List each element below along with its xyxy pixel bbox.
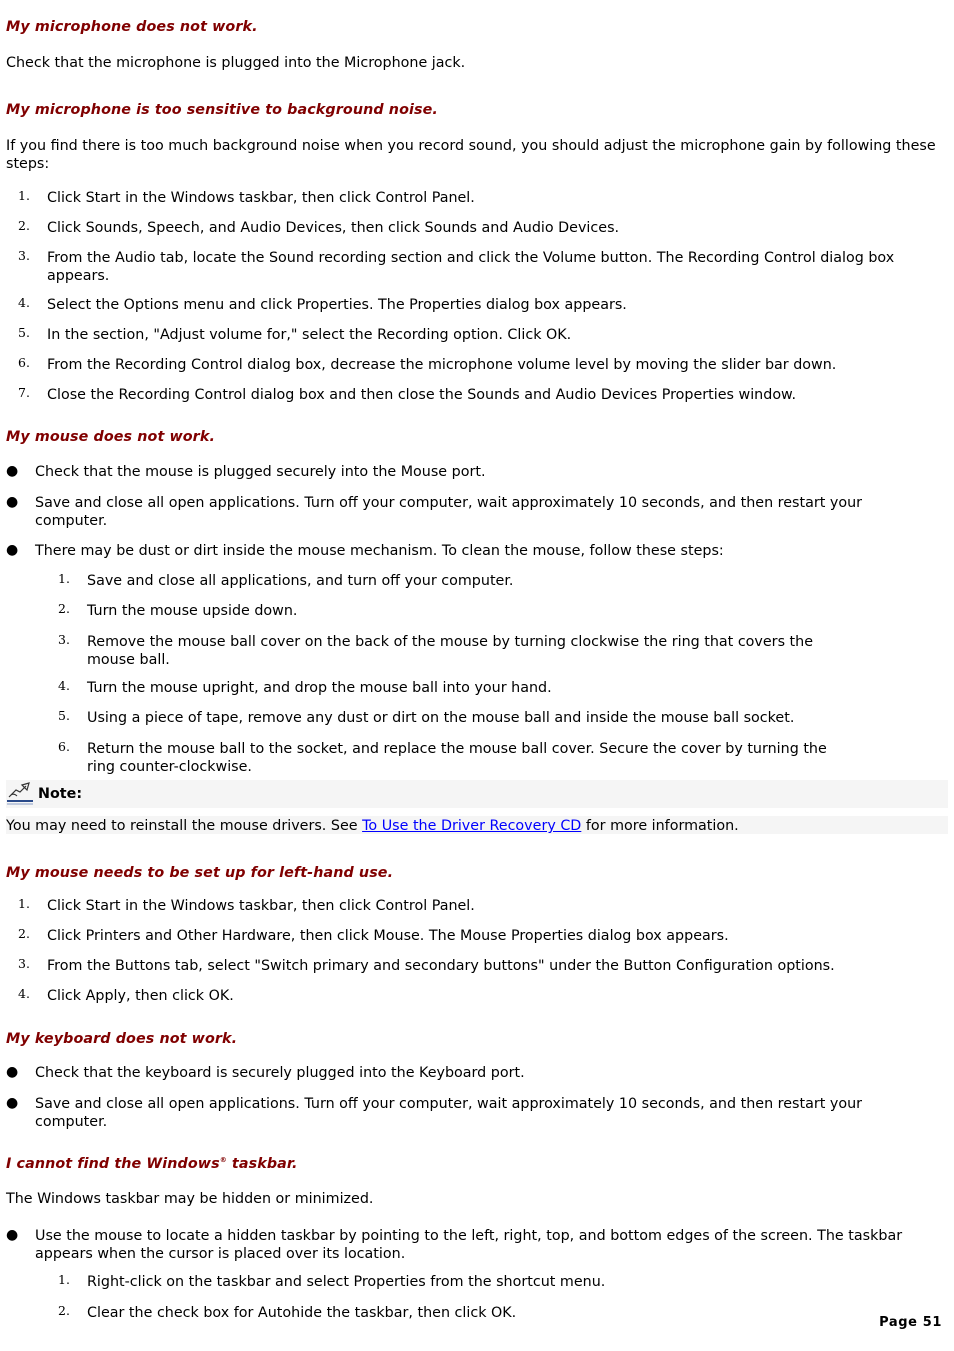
mic-check-text: Check that the microphone is plugged into the Microphone jack. — [6, 55, 466, 71]
list-item: 1. Click Start in the Windows taskbar, then click Control Panel. — [18, 188, 475, 206]
list-item: 7. Close the Recording Control dialog box and then close the Sounds and Audio Devices Properties window. — [18, 385, 796, 403]
list-item: 4. Turn the mouse upright, and drop the mouse ball into your hand. — [58, 678, 552, 696]
mic-sensitive-intro: If you find there is too much background noise when you record sound, you should adjust the microphone gain by following these steps: — [6, 138, 936, 172]
list-item: 4. Select the Options menu and click Properties. The Properties dialog box appears. — [18, 295, 627, 313]
note-label: Note: — [38, 786, 83, 802]
list-item: 2. Click Printers and Other Hardware, then click Mouse. The Mouse Properties dialog box appears. — [18, 926, 729, 944]
list-item: 2. Turn the mouse upside down. — [58, 601, 298, 619]
list-item: 3. From the Buttons tab, select "Switch primary and secondary buttons" under the Button Configuration options. — [18, 956, 835, 974]
heading-mouse-left-hand: My mouse needs to be set up for left-hand use. — [6, 865, 394, 881]
bullet-item: ● Save and close all open applications. Turn off your computer, wait approximately 10 seconds, and then restart your computer. — [6, 494, 863, 529]
bullet-item: ● Check that the keyboard is securely plugged into the Keyboard port. — [6, 1064, 525, 1081]
bullet-item: ● Use the mouse to locate a hidden taskbar by pointing to the left, right, top, and bottom edges of the screen. The taskbar appears when the cursor is placed over its location. — [6, 1227, 903, 1262]
driver-recovery-link[interactable]: To Use the Driver Recovery CD — [362, 818, 582, 834]
list-item: 6. Return the mouse ball to the socket, and replace the mouse ball cover. Secure the cover by turning the ring counter-clockwise. — [58, 739, 827, 775]
bullet-item: ● Check that the mouse is plugged securely into the Mouse port. — [6, 463, 486, 480]
heading-mic-sensitive: My microphone is too sensitive to background noise. — [6, 102, 438, 118]
pencil-note-icon — [6, 781, 34, 805]
list-item: 5. Using a piece of tape, remove any dust or dirt on the mouse ball and inside the mouse ball socket. — [58, 708, 795, 726]
list-item: 5. In the section, "Adjust volume for," select the Recording option. Click OK. — [18, 325, 572, 343]
heading-taskbar: I cannot find the Windows® taskbar. — [6, 1156, 298, 1172]
list-item: 3. Remove the mouse ball cover on the back of the mouse by turning clockwise the ring that covers the mouse ball. — [58, 632, 814, 668]
list-item: 1. Save and close all applications, and turn off your computer. — [58, 571, 514, 589]
list-item: 6. From the Recording Control dialog box, decrease the microphone volume level by moving the slider bar down. — [18, 355, 837, 373]
note-header-bar — [6, 780, 948, 808]
list-item: 1. Right-click on the taskbar and select Properties from the shortcut menu. — [58, 1272, 606, 1290]
heading-mic-not-work: My microphone does not work. — [6, 19, 258, 35]
heading-keyboard: My keyboard does not work. — [6, 1031, 238, 1047]
list-item: 2. Clear the check box for Autohide the taskbar, then click OK. — [58, 1303, 517, 1321]
page-number: Page 51 — [879, 1315, 942, 1330]
heading-mouse-not-work: My mouse does not work. — [6, 429, 215, 445]
note-text: You may need to reinstall the mouse drivers. See To Use the Driver Recovery CD for more information. — [6, 818, 739, 834]
bullet-item: ● Save and close all open applications. Turn off your computer, wait approximately 10 seconds, and then restart your computer. — [6, 1095, 863, 1130]
list-item: 4. Click Apply, then click OK. — [18, 986, 234, 1004]
list-item: 1. Click Start in the Windows taskbar, then click Control Panel. — [18, 896, 475, 914]
list-item: 2. Click Sounds, Speech, and Audio Devices, then click Sounds and Audio Devices. — [18, 218, 620, 236]
taskbar-text: The Windows taskbar may be hidden or minimized. — [6, 1191, 374, 1207]
bullet-item: ● There may be dust or dirt inside the mouse mechanism. To clean the mouse, follow these steps: — [6, 542, 724, 559]
list-item: 3. From the Audio tab, locate the Sound recording section and click the Volume button. The Recording Control dialog box appears. — [18, 248, 895, 284]
